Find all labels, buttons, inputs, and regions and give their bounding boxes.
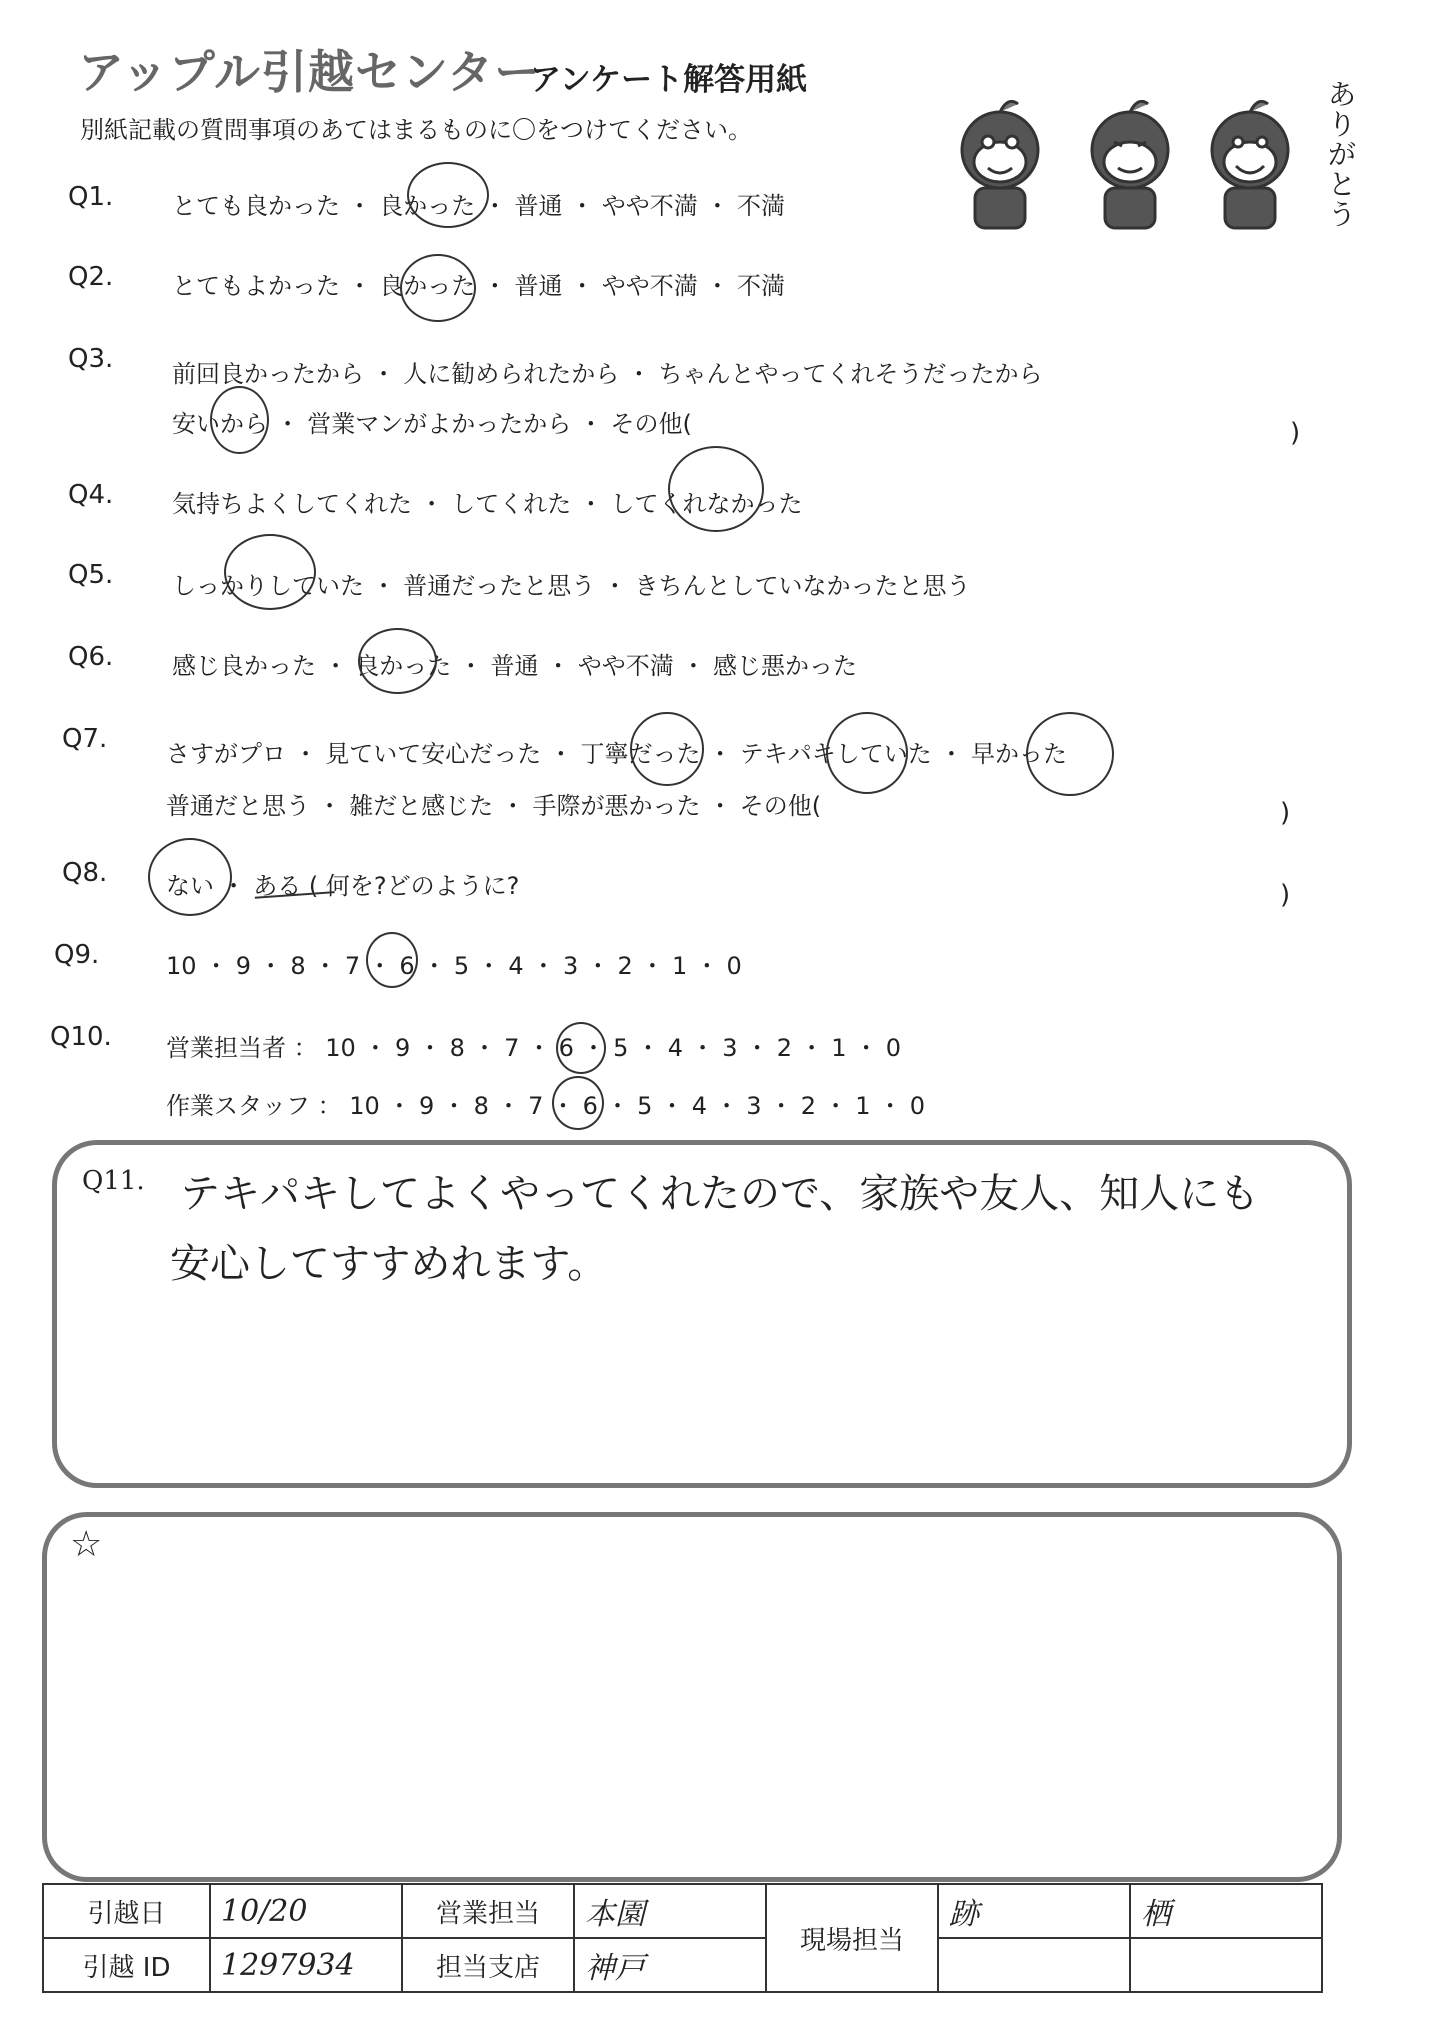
thanks-text: ありがとう <box>1328 78 1357 231</box>
q9-selection-circle <box>366 932 418 988</box>
star-icon: ☆ <box>70 1524 103 1565</box>
q11-answer-line1: テキパキしてよくやってくれたので、家族や友人、知人にも <box>180 1171 1260 1217</box>
q3-options-line2: 安いから ・ 営業マンがよかったから ・ その他( <box>172 410 692 438</box>
q7-selection-circle-1 <box>630 712 704 786</box>
q5-options: しっかりしていた ・ 普通だったと思う ・ きちんとしていなかったと思う <box>172 572 971 600</box>
q11-answer-line2: 安心してすすめれます。 <box>170 1241 608 1287</box>
q10-staff-selection-circle <box>552 1076 604 1130</box>
q6-options: 感じ良かった ・ 良かった ・ 普通 ・ やや不満 ・ 感じ悪かった <box>172 652 858 680</box>
q6-selection-circle <box>358 628 437 694</box>
q2-number: Q2. <box>68 262 114 292</box>
q7-number: Q7. <box>62 724 108 754</box>
q8-number: Q8. <box>62 858 108 888</box>
q3-closing-paren: ) <box>1290 418 1301 448</box>
q10-sales-selection-circle <box>556 1022 606 1074</box>
q2-options: とてもよかった ・ 良かった ・ 普通 ・ やや不満 ・ 不満 <box>172 272 786 300</box>
site-staff-value-2: 栖 <box>1130 1884 1322 1938</box>
company-title: アップル引越センター <box>78 45 542 99</box>
site-staff-label: 現場担当 <box>766 1884 938 1992</box>
q7-options-line1: さすがプロ ・ 見ていて安心だった ・ 丁寧だった ・ テキパキしていた ・ 早かった <box>166 740 1068 768</box>
q10-options-staff: 作業スタッフ ： 10 ・ 9 ・ 8 ・ 7 ・ 6 ・ 5 ・ 4 ・ 3 ・ 2 ・ 1 ・ 0 <box>166 1092 926 1120</box>
q3-options-line1: 前回良かったから ・ 人に勧められたから ・ ちゃんとやってくれそうだったから <box>172 360 1043 388</box>
sales-rep-value: 本園 <box>574 1884 766 1938</box>
q8-selection-circle <box>148 838 232 916</box>
site-staff-value-1: 跡 <box>938 1884 1130 1938</box>
site-staff-empty-2 <box>1130 1938 1322 1992</box>
mascot-illustration <box>900 60 1350 240</box>
q1-options: とても良かった ・ 良かった ・ 普通 ・ やや不満 ・ 不満 <box>172 192 786 220</box>
site-staff-empty-1 <box>938 1938 1130 1992</box>
q4-number: Q4. <box>68 480 114 510</box>
q4-options: 気持ちよくしてくれた ・ してくれた ・ してくれなかった <box>172 490 803 518</box>
q8-closing-paren: ) <box>1280 880 1291 910</box>
branch-value: 神戸 <box>574 1938 766 1992</box>
q7-selection-circle-3 <box>1026 712 1114 796</box>
q11-label: Q11. <box>82 1166 145 1196</box>
q10-number: Q10. <box>50 1022 112 1052</box>
q8-options: ない ・ ある ( 何を?どのように? <box>166 872 520 900</box>
form-subtitle: アンケート解答用紙 <box>530 62 808 98</box>
q9-number: Q9. <box>54 940 100 970</box>
q7-options-line2: 普通だと思う ・ 雑だと感じた ・ 手際が悪かった ・ その他( <box>166 792 822 820</box>
q10-options-sales: 営業担当者 ： 10 ・ 9 ・ 8 ・ 7 ・ 6 ・ 5 ・ 4 ・ 3 ・ 2 ・ 1 ・ 0 <box>166 1034 902 1062</box>
move-date-label: 引越日 <box>43 1884 210 1938</box>
footer-info-table <box>42 1883 1323 1993</box>
move-id-label: 引越 ID <box>43 1938 210 1992</box>
q5-number: Q5. <box>68 560 114 590</box>
branch-label: 担当支店 <box>402 1938 574 1992</box>
q6-number: Q6. <box>68 642 114 672</box>
move-id-value: 1297934 <box>210 1938 402 1992</box>
star-comment-box <box>42 1512 1342 1882</box>
sales-rep-label: 営業担当 <box>402 1884 574 1938</box>
q1-selection-circle <box>407 162 489 228</box>
instruction-text: 別紙記載の質問事項のあてはまるものに〇をつけてください。 <box>80 116 752 144</box>
q7-selection-circle-2 <box>826 712 908 794</box>
q3-number: Q3. <box>68 344 114 374</box>
q4-selection-circle <box>668 446 764 532</box>
q5-selection-circle <box>224 534 316 610</box>
q1-number: Q1. <box>68 182 114 212</box>
q9-options: 10 ・ 9 ・ 8 ・ 7 ・ 6 ・ 5 ・ 4 ・ 3 ・ 2 ・ 1 ・ 0 <box>166 952 742 980</box>
move-date-value: 10/20 <box>210 1884 402 1938</box>
q7-closing-paren: ) <box>1280 798 1291 828</box>
q2-selection-circle <box>400 254 476 322</box>
q3-selection-circle <box>210 386 269 454</box>
